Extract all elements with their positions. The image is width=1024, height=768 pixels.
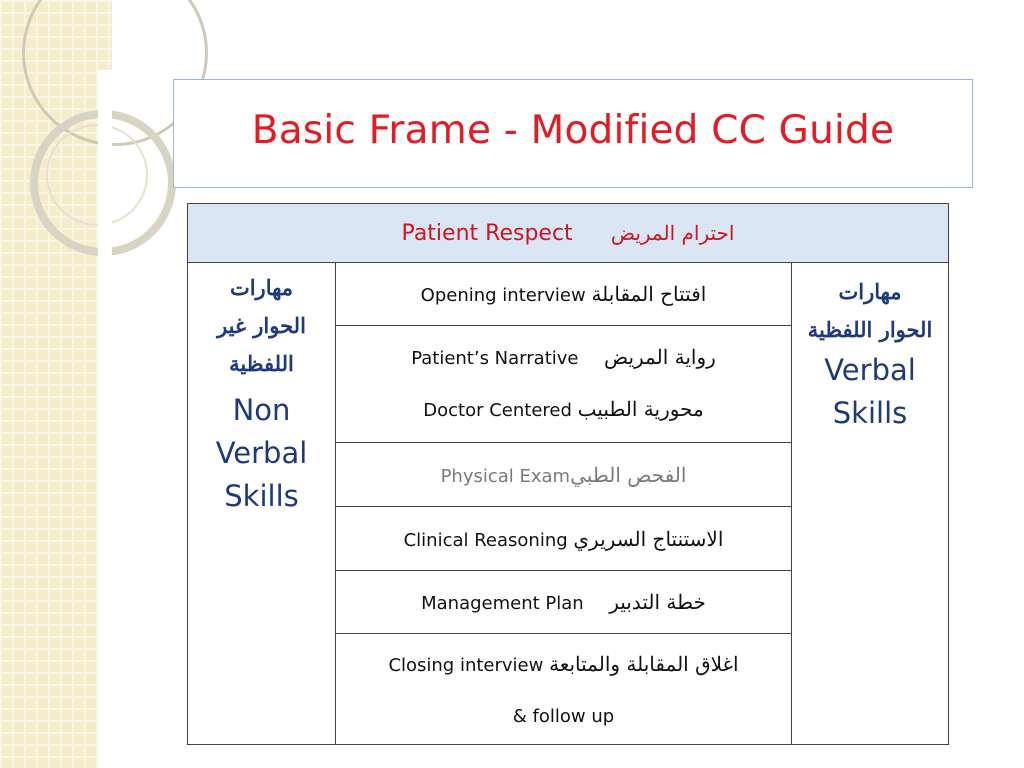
row-opening	[336, 263, 792, 326]
left-ar-line: مهارات	[229, 275, 294, 300]
right-ar-line: الحوار اللفظية	[807, 317, 933, 342]
right-en-line: Skills	[832, 396, 908, 430]
row-en: Opening interview	[420, 285, 586, 306]
row-en: Clinical Reasoning	[403, 529, 568, 551]
slide-title: Basic Frame - Modified CC Guide	[251, 108, 895, 153]
left-en-line: Non	[232, 393, 291, 427]
row-en-2: Doctor Centered	[423, 400, 572, 421]
left-ar-line: الحوار غير	[217, 313, 306, 338]
row-ar-2: محورية الطبيب	[577, 397, 704, 421]
row-en: Physical Exam	[440, 465, 571, 487]
row-en: Closing interview	[388, 655, 544, 676]
left-en-line: Skills	[224, 479, 299, 513]
right-ar-line: مهارات	[838, 279, 902, 304]
header-ar: احترام المريض	[610, 220, 735, 245]
right-en-line: Verbal	[824, 353, 916, 387]
header-en: Patient Respect	[401, 220, 573, 246]
guide-table	[187, 203, 949, 745]
row-closing	[336, 634, 792, 745]
row-en-2: & follow up	[512, 706, 615, 727]
row-ar: افتتاح المقابلة	[591, 282, 707, 306]
row-narrative	[336, 326, 792, 443]
right-column	[792, 263, 949, 745]
header-cell	[188, 204, 949, 263]
row-physical-exam	[336, 443, 792, 507]
row-ar: خطة التدبير	[609, 590, 706, 614]
row-ar: الاستنتاج السريري	[573, 526, 724, 551]
row-ar: الفحص الطبي	[570, 462, 687, 487]
row-clinical-reasoning	[336, 507, 792, 571]
row-ar: رواية المريض	[603, 345, 716, 369]
row-management-plan	[336, 571, 792, 634]
left-en-line: Verbal	[215, 436, 308, 470]
decorative-ring	[46, 124, 148, 226]
strip-divider	[98, 70, 112, 768]
left-ar-line: اللفظية	[229, 351, 294, 376]
left-column	[188, 263, 336, 745]
row-en: Management Plan	[421, 593, 584, 614]
row-en: Patient’s Narrative	[411, 348, 579, 369]
title-box	[173, 79, 973, 188]
row-ar: اغلاق المقابلة والمتابعة	[549, 652, 739, 676]
